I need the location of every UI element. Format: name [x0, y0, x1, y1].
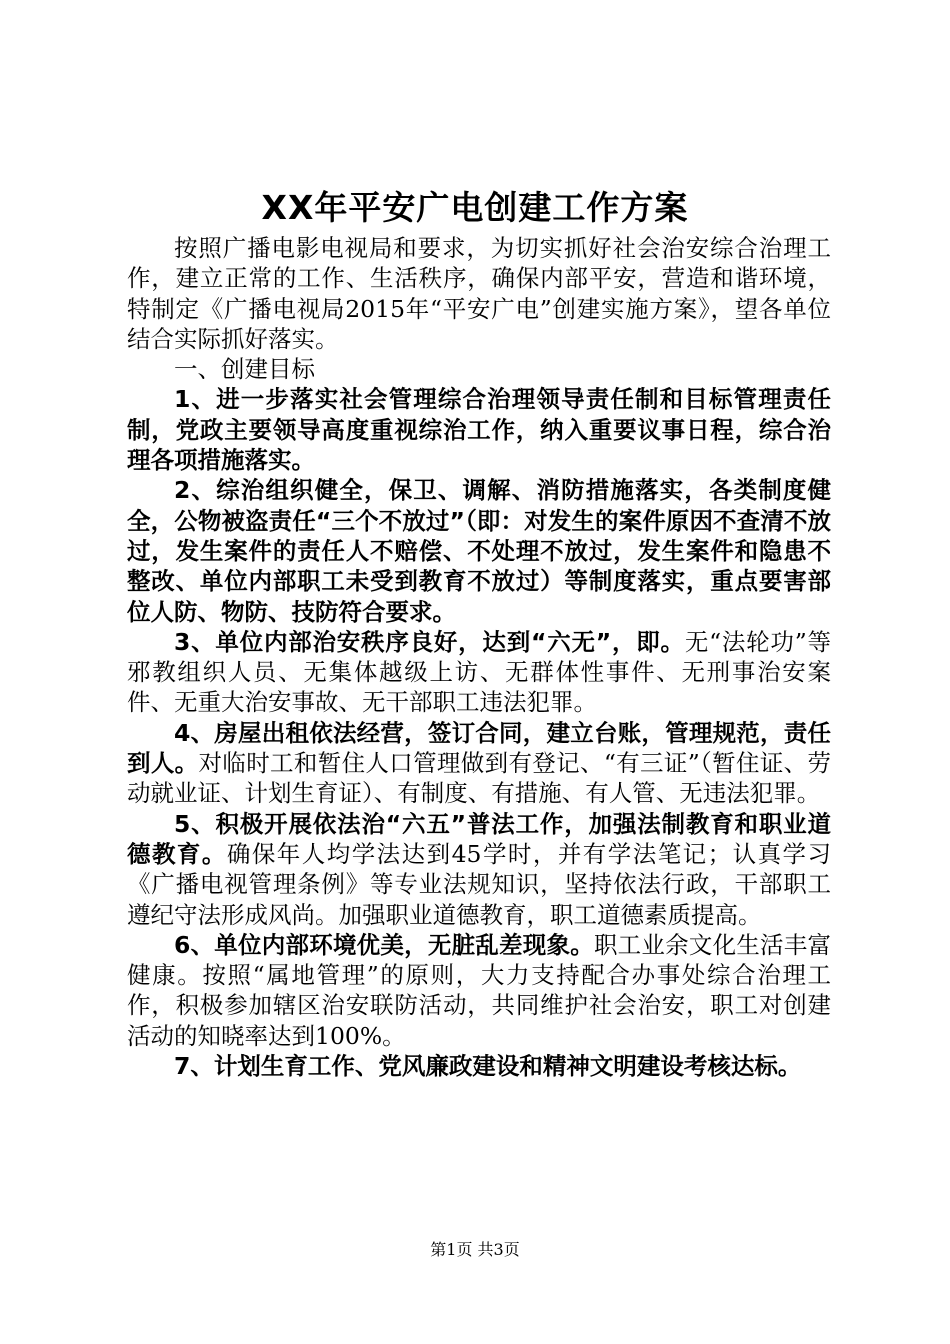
goal-item-6 — [127, 930, 831, 1051]
goal-item-5-lead: 5、积极开展依法治“六五”普法工作，加强法制教育和职业道德教育。 — [127, 809, 831, 868]
goal-item-2: 2、综治组织健全，保卫、调解、消防措施落实，各类制度健全，公物被盗责任“三个不放过”（即：对发生的案件原因不查清不放过，发生案件的责任人不赔偿、不处理不放过，发生案件和隐患不整改、单位内部职工未受到教育不放过）等制度落实，重点要害部位人防、物防、技防符合要求。 — [127, 476, 831, 626]
intro-paragraph: 按照广播电影电视局和要求，为切实抓好社会治安综合治理工作，建立正常的工作、生活秩序，确保内部平安，营造和谐环境，特制定《广播电视局2015年“平安广电”创建实施方案》，望各单位结合实际抓好落实。 — [127, 234, 831, 353]
goal-item-6-rest: 职工业余文化生活丰富健康。按照“属地管理”的原则，大力支持配合办事处综合治理工作，积极参加辖区治安联防活动，共同维护社会治安，职工对创建活动的知晓率达到100%。 — [127, 930, 831, 1050]
goal-item-3 — [127, 627, 831, 718]
page-footer: 第1页 共3页 — [430, 1240, 520, 1259]
goal-item-5 — [127, 809, 831, 930]
goal-item-3-rest: 无“法轮功”等邪教组织人员、无集体越级上访、无群体性事件、无刑事治安案件、无重大治安事故、无干部职工违法犯罪。 — [127, 627, 831, 717]
goal-item-1: 1、进一步落实社会管理综合治理领导责任制和目标管理责任制，党政主要领导高度重视综治工作，纳入重要议事日程，综合治理各项措施落实。 — [127, 385, 831, 475]
document-title: XX年平安广电创建工作方案 — [261, 188, 689, 227]
goal-item-7: 7、计划生育工作、党风廉政建设和精神文明建设考核达标。 — [174, 1052, 802, 1081]
section-heading: 一、创建目标 — [174, 355, 315, 384]
goal-item-5-rest: 确保年人均学法达到45学时，并有学法笔记；认真学习《广播电视管理条例》等专业法规知识，坚持依法行政，干部职工遵纪守法形成风尚。加强职业道德教育，职工道德素质提高。 — [127, 839, 832, 929]
goal-item-4-rest: 对临时工和暂住人口管理做到有登记、“有三证”（暂住证、劳动就业证、计划生育证）、有制度、有措施、有人管、无违法犯罪。 — [127, 749, 832, 808]
goal-item-4-lead: 4、房屋出租依法经营，签订合同，建立台账，管理规范，责任到人。 — [127, 718, 831, 778]
goal-item-3-lead: 3、单位内部治安秩序良好，达到“六无”，即。 — [174, 627, 685, 656]
goal-item-6-lead: 6、单位内部环境优美，无脏乱差现象。 — [174, 930, 594, 959]
document-body — [127, 233, 831, 1081]
goal-item-4 — [127, 718, 831, 809]
